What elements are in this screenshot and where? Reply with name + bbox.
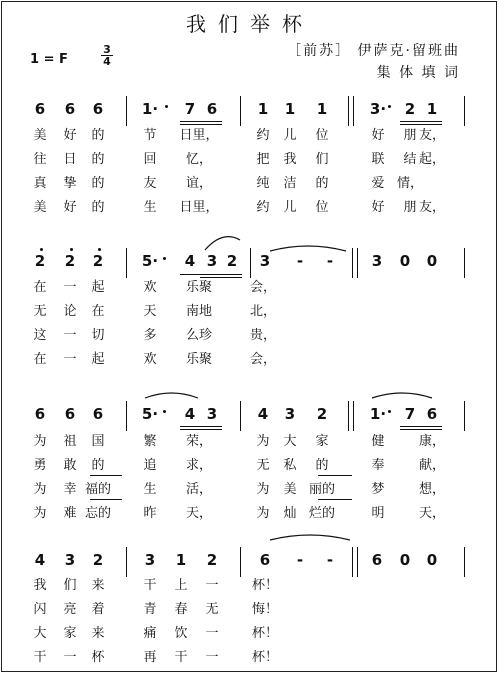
double-bar-line [353,401,354,431]
lyric-syllable: 南地 [185,304,213,319]
lyric-syllable: 欢 [143,352,157,367]
underline [400,121,442,122]
time-signature [101,44,113,67]
lyric-syllable: 献， [418,458,446,473]
note: 6 [92,405,104,423]
double-bar-line [357,547,358,577]
lyric-syllable: 无 [205,602,219,617]
dot-mark [165,105,168,108]
underline [90,475,122,476]
underline [400,429,442,430]
bar-line [352,547,353,577]
lyric-syllable: 追 [143,458,157,473]
note: 3 [144,551,156,569]
note: 2 [404,100,416,118]
bar-line [126,96,127,126]
lyric-syllable: 干 [174,650,188,665]
lyric-syllable: 烂的 [308,506,336,521]
lyric-syllable: 们 [315,152,329,167]
lyric-syllable: 美 [283,482,297,497]
lyric-syllable: 明 [371,506,385,521]
note: 3 [371,252,383,270]
lyric-syllable: 为 [256,506,270,521]
lyric-syllable: 天， [185,506,213,521]
song-title: 我们举杯 [186,12,314,36]
lyric-syllable: 梦 [371,482,385,497]
note: 6 [64,100,76,118]
note: - [296,551,304,569]
note: 3 [64,551,76,569]
lyric-syllable: 活， [185,482,213,497]
lyric-syllable: 会， [249,352,277,367]
lyric-syllable: 丽的 [308,482,336,497]
lyric-syllable: 友， [418,128,446,143]
lyric-syllable: 干 [143,578,157,593]
underline [180,274,242,275]
lyric-syllable: 大 [33,626,47,641]
note: 6 [426,405,438,423]
lyric-syllable: 把 [256,152,270,167]
lyric-syllable: 友 [143,176,157,191]
bar-line [348,96,349,126]
note: 6 [92,100,104,118]
lyric-syllable: 一 [63,328,77,343]
note: 4 [184,252,196,270]
lyric-syllable: 家 [315,434,329,449]
lyric-syllable: 荣， [185,434,213,449]
composer-credit: ［前苏］ 伊萨克·留班曲 [287,43,460,59]
lyric-syllable: 悔！ [251,602,279,617]
lyric-syllable: 美 [33,200,47,215]
bar-line [250,248,251,278]
lyric-syllable: 的 [315,176,329,191]
note: 3· [369,100,387,118]
dot-mark [70,248,73,251]
lyric-syllable: 为 [256,434,270,449]
note: 2 [316,405,328,423]
lyric-syllable: 儿 [283,200,297,215]
note: 1 [426,100,438,118]
lyric-syllable: 青 [143,602,157,617]
dot-mark [40,248,43,251]
lyric-syllable: 好 [63,200,77,215]
lyric-syllable: 儿 [283,128,297,143]
lyric-syllable: 么珍 [185,328,213,343]
bar-line [464,401,465,431]
note: 2 [34,252,46,270]
lyric-syllable: 求， [185,458,213,473]
lyric-syllable: 无 [256,458,270,473]
note: 4 [257,405,269,423]
lyric-syllable: 我 [283,152,297,167]
underline [400,124,442,125]
note: 3 [259,252,271,270]
lyric-syllable: 私 [283,458,297,473]
lyric-syllable: 论 [63,304,77,319]
note: 1· [141,100,159,118]
bar-line [126,401,127,431]
key-signature: 1 = F [30,52,68,67]
note: 1 [175,551,187,569]
lyric-syllable: 洁 [283,176,297,191]
bar-line [126,248,127,278]
lyric-syllable: 无 [33,304,47,319]
lyric-syllable: 生 [143,200,157,215]
bar-line [352,248,353,278]
note: 4 [34,551,46,569]
underline [180,121,222,122]
note: 4 [184,405,196,423]
bar-line [240,547,241,577]
lyric-syllable: 一 [205,626,219,641]
lyric-syllable: 朋 [403,128,417,143]
lyric-syllable: 联 [371,152,385,167]
note: 0 [426,252,438,270]
lyric-syllable: 好 [371,128,385,143]
underline [200,277,242,278]
lyric-syllable: 情， [396,176,424,191]
note: 6 [206,100,218,118]
note: 0 [426,551,438,569]
lyric-syllable: 幸 [63,482,77,497]
note: 2 [92,551,104,569]
lyric-syllable: 美 [33,128,47,143]
lyric-syllable: 祖 [63,434,77,449]
lyric-syllable: 起 [91,280,105,295]
lyric-syllable: 杯！ [251,578,279,593]
note: 6 [34,405,46,423]
lyric-syllable: 上 [174,578,188,593]
lyric-syllable: 忘的 [84,506,112,521]
lyric-syllable: 往 [33,152,47,167]
lyric-syllable: 的 [91,200,105,215]
lyric-syllable: 挚 [63,176,77,191]
lyric-syllable: 起 [91,352,105,367]
lyric-syllable: 会， [249,280,277,295]
lyric-syllable: 想， [418,482,446,497]
note: 2 [92,252,104,270]
lyric-syllable: 一 [63,280,77,295]
lyric-syllable: 一 [205,578,219,593]
lyric-syllable: 敢 [63,458,77,473]
note: 2 [226,252,238,270]
lyric-syllable: 在 [33,352,47,367]
lyric-syllable: 福的 [84,482,112,497]
lyric-syllable: 忆， [185,152,213,167]
lyric-syllable: 好 [371,200,385,215]
lyric-syllable: 多 [143,328,157,343]
note: 5· [141,405,159,423]
note: 6 [34,100,46,118]
lyric-syllable: 北， [249,304,277,319]
lyric-syllable: 起， [418,152,446,167]
lyric-syllable: 的 [91,176,105,191]
lyric-syllable: 在 [91,304,105,319]
lyric-syllable: 闪 [33,602,47,617]
underline [180,124,222,125]
note: 0 [399,252,411,270]
note: 6 [64,405,76,423]
lyric-syllable: 朋 [403,200,417,215]
lyric-syllable: 杯！ [251,626,279,641]
lyric-syllable: 爱 [371,176,385,191]
lyric-syllable: 春 [174,602,188,617]
lyric-syllable: 的 [91,458,105,473]
underline [318,475,352,476]
lyric-syllable: 难 [63,506,77,521]
lyric-syllable: 康， [418,434,446,449]
note: 1· [369,405,387,423]
lyric-syllable: 节 [143,128,157,143]
lyric-syllable: 友， [418,200,446,215]
lyric-syllable: 真 [33,176,47,191]
lyric-syllable: 干 [33,650,47,665]
lyric-syllable: 杯！ [251,650,279,665]
note: 1 [257,100,269,118]
lyric-syllable: 切 [91,328,105,343]
lyric-syllable: 一 [63,650,77,665]
bar-line [464,96,465,126]
lyric-syllable: 日里， [179,128,219,143]
lyric-syllable: 欢 [143,280,157,295]
note: 1 [316,100,328,118]
lyric-syllable: 灿 [283,506,297,521]
lyric-syllable: 我 [33,578,47,593]
lyric-syllable: 生 [143,482,157,497]
note: 7 [184,100,196,118]
lyric-syllable: 为 [33,482,47,497]
lyric-syllable: 大 [283,434,297,449]
meter-top: 3 [101,44,113,56]
lyric-syllable: 亮 [63,602,77,617]
lyric-syllable: 乐聚 [185,280,213,295]
lyric-syllable: 的 [91,128,105,143]
note: 3 [206,405,218,423]
lyric-syllable: 一 [205,650,219,665]
lyric-syllable: 痛 [143,626,157,641]
lyric-syllable: 繁 [143,434,157,449]
note: - [326,551,334,569]
dot-mark [98,248,101,251]
lyric-syllable: 好 [63,128,77,143]
lyric-syllable: 为 [256,482,270,497]
lyric-syllable: 为 [33,434,47,449]
lyric-syllable: 勇 [33,458,47,473]
lyric-syllable: 位 [315,128,329,143]
lyric-syllable: 国 [91,434,105,449]
lyric-syllable: 这 [33,328,47,343]
lyric-syllable: 为 [33,506,47,521]
note: 7 [404,405,416,423]
bar-line [464,547,465,577]
dot-mark [163,410,166,413]
lyric-syllable: 着 [91,602,105,617]
bar-line [240,401,241,431]
underline [400,426,442,427]
lyric-syllable: 杯 [91,650,105,665]
lyric-syllable: 的 [315,458,329,473]
dot-mark [163,257,166,260]
bar-line [348,401,349,431]
lyric-syllable: 昨 [143,506,157,521]
note: 2 [206,551,218,569]
lyric-syllable: 再 [143,650,157,665]
lyric-syllable: 贵， [249,328,277,343]
lyric-syllable: 一 [63,352,77,367]
note: 6 [259,551,271,569]
lyric-syllable: 位 [315,200,329,215]
underline [90,499,122,500]
lyric-syllable: 在 [33,280,47,295]
lyric-syllable: 的 [91,152,105,167]
lyric-syllable: 们 [63,578,77,593]
lyric-syllable: 乐聚 [185,352,213,367]
underline [180,429,222,430]
meter-bottom: 4 [103,55,111,68]
lyric-syllable: 天 [143,304,157,319]
lyric-syllable: 奉 [371,458,385,473]
dot-mark [388,105,391,108]
lyric-syllable: 纯 [256,176,270,191]
lyric-syllable: 天， [418,506,446,521]
lyric-syllable: 谊， [185,176,213,191]
note: 0 [399,551,411,569]
note: - [296,252,304,270]
note: 6 [371,551,383,569]
underline [180,426,222,427]
lyric-syllable: 日 [63,152,77,167]
note: 3 [284,405,296,423]
note: 2 [64,252,76,270]
double-bar-line [357,248,358,278]
note: - [326,252,334,270]
note: 5· [141,252,159,270]
double-bar-line [353,96,354,126]
lyric-syllable: 回 [143,152,157,167]
lyric-syllable: 健 [371,434,385,449]
lyric-syllable: 来 [91,626,105,641]
bar-line [126,547,127,577]
underline [318,499,352,500]
lyric-syllable: 饮 [174,626,188,641]
bar-line [464,248,465,278]
lyricist-credit: 集 体 填 词 [376,65,460,81]
lyric-syllable: 约 [256,128,270,143]
dot-mark [388,410,391,413]
lyric-syllable: 家 [63,626,77,641]
bar-line [240,96,241,126]
lyric-syllable: 约 [256,200,270,215]
lyric-syllable: 结 [403,152,417,167]
lyric-syllable: 来 [91,578,105,593]
note: 1 [284,100,296,118]
note: 3 [206,252,218,270]
lyric-syllable: 日里， [179,200,219,215]
